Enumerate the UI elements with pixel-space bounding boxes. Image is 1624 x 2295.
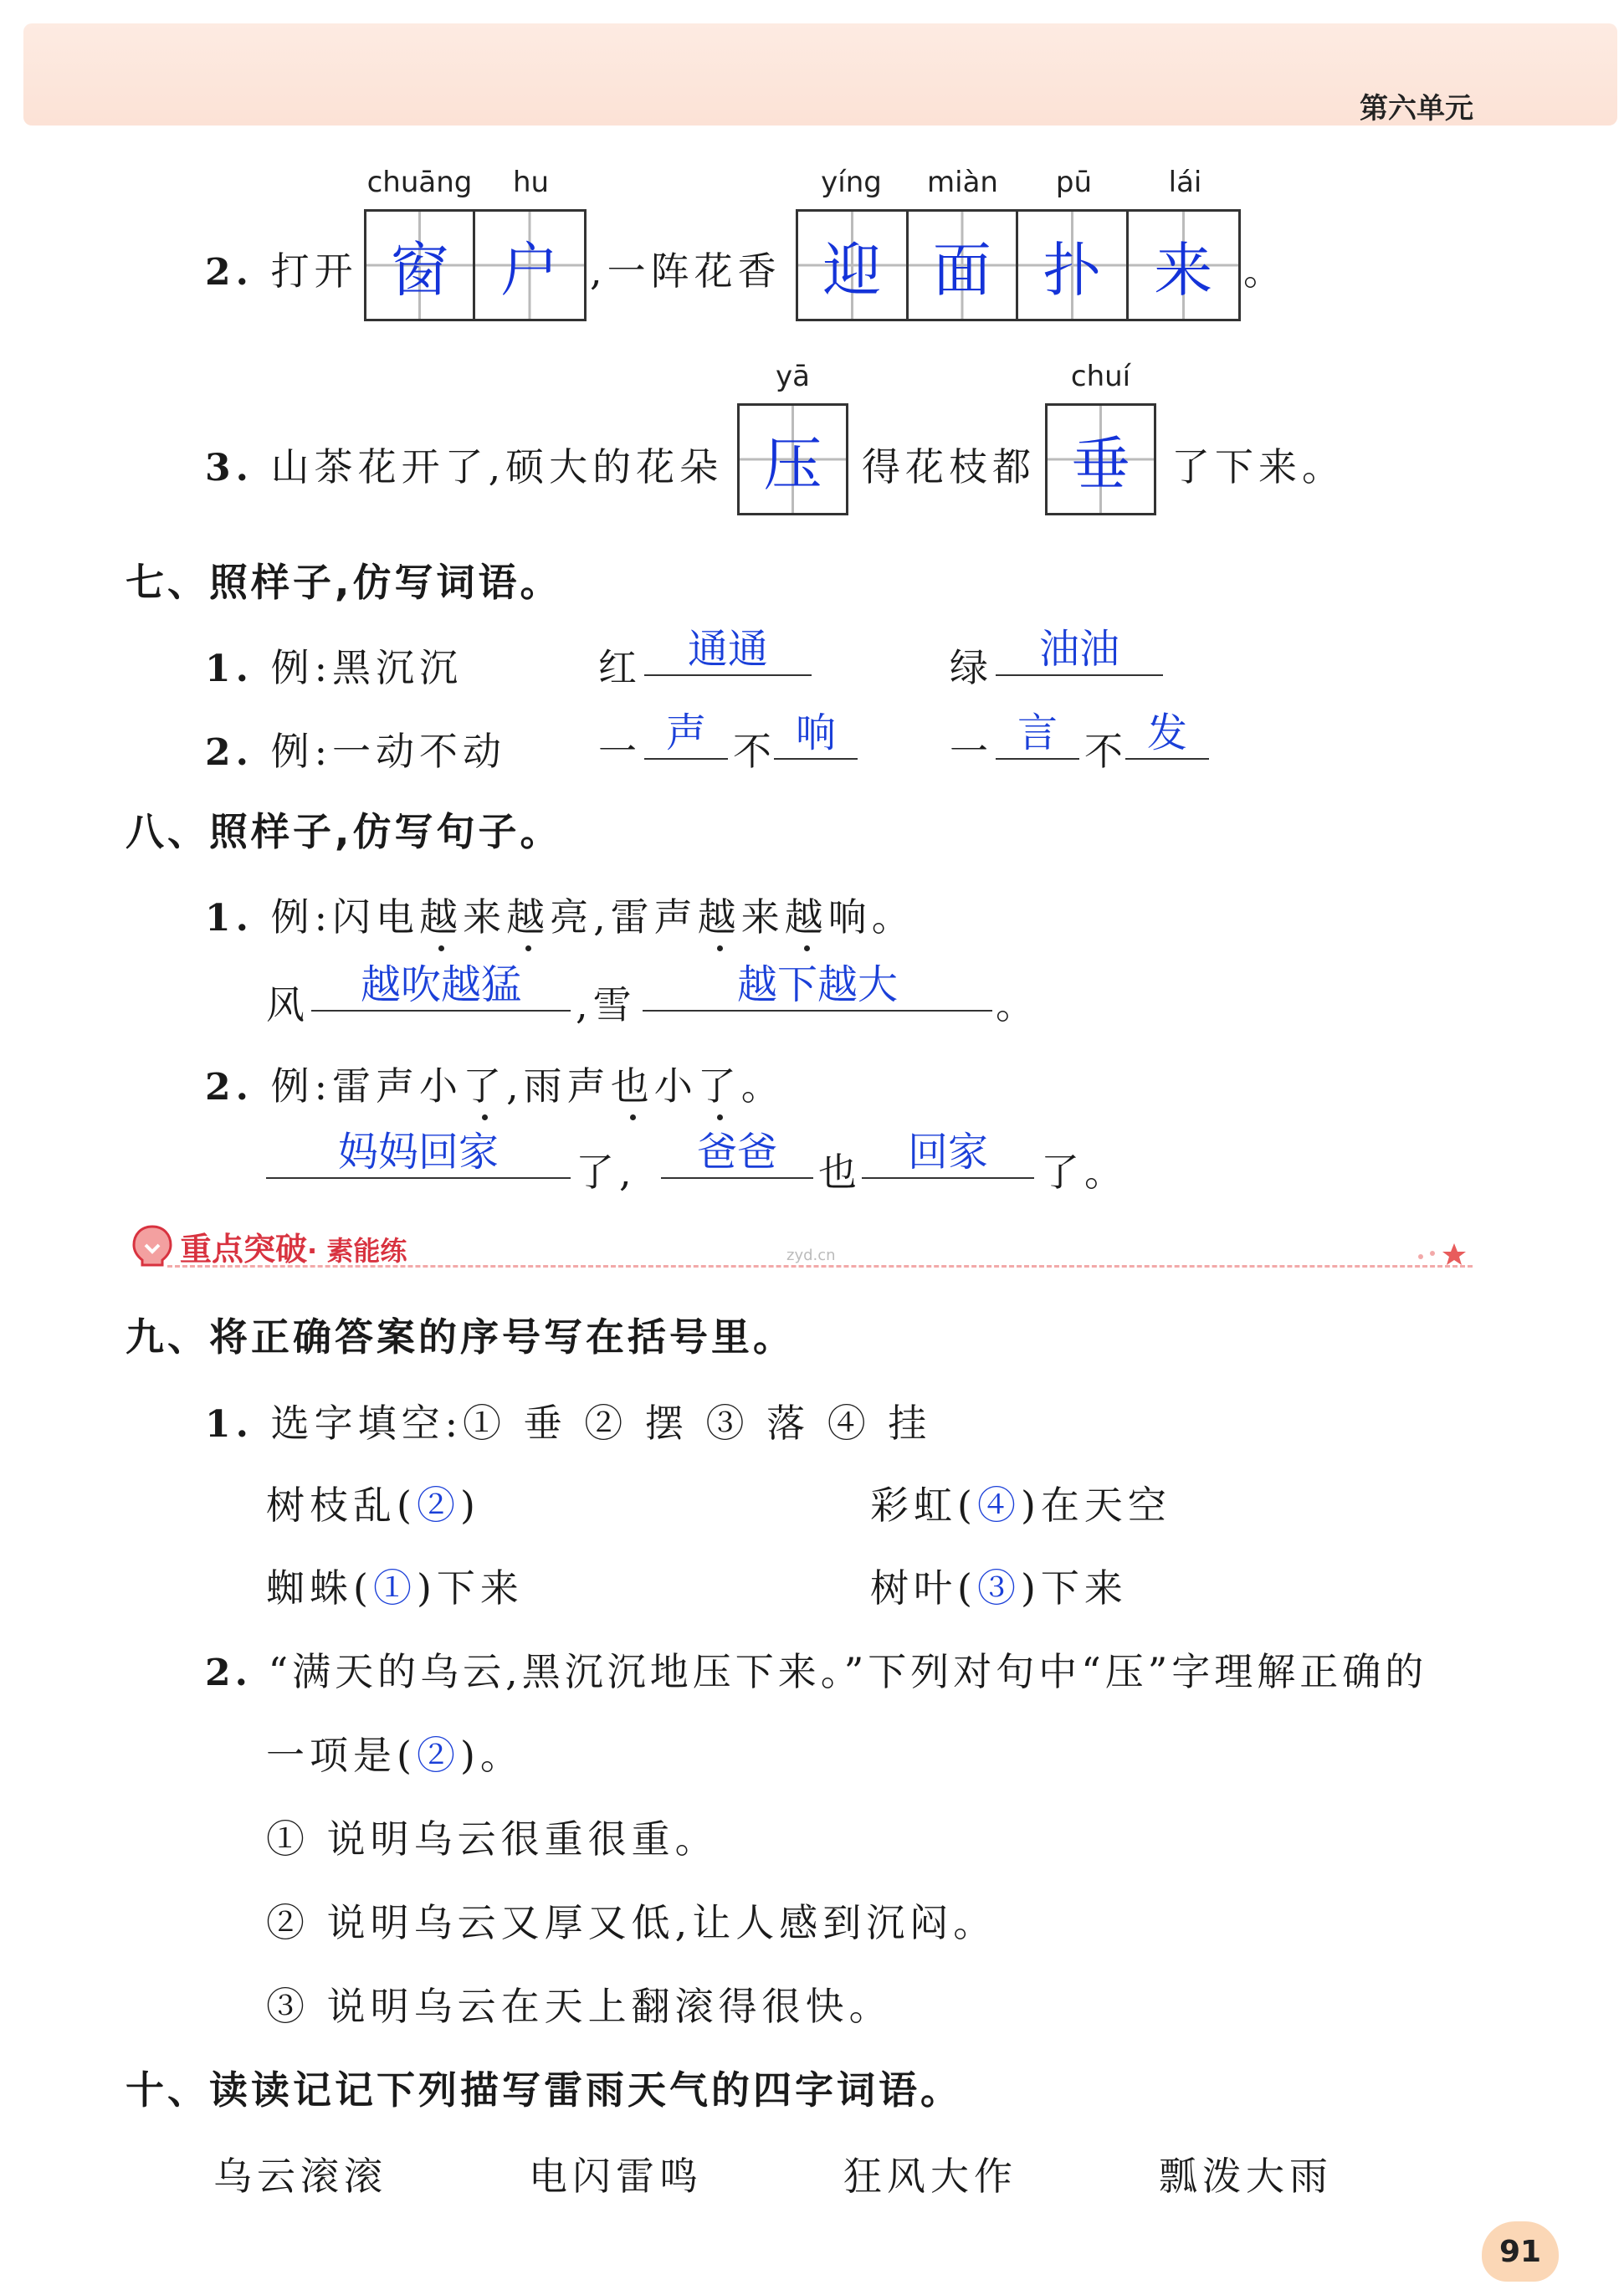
fill-item: [870, 1558, 1128, 1613]
lightbulb-icon: [127, 1223, 177, 1270]
banner-subtitle: · 素能练: [307, 1235, 407, 1267]
question-text: 得花枝都: [862, 444, 1036, 489]
item-text: )下来: [416, 1565, 524, 1611]
item-text: 树枝乱(: [266, 1483, 417, 1528]
emphasis-dot-char: 了: [697, 1063, 741, 1109]
item-text: )下来: [1020, 1565, 1128, 1611]
question-text: “满天的乌云,黑沉沉地压下来。”下列对句中“压”字理解正确的: [268, 1649, 1428, 1694]
answer-mark: ②: [416, 1483, 460, 1528]
grid-cell: 垂: [1048, 406, 1154, 513]
section-title: 十、读读记记下列描写雷雨天气的四字词语。: [126, 2067, 962, 2113]
unit-label: 第六单元: [1360, 92, 1473, 126]
sentence-part: ,雪: [576, 982, 637, 1027]
item-text: 彩虹(: [870, 1483, 977, 1528]
grid-cell: 来: [1129, 212, 1238, 319]
pinyin: lái: [1168, 166, 1202, 199]
answer-blank: 声: [644, 713, 728, 760]
sentence-part: 。: [996, 982, 1039, 1027]
answer-mark: ①: [372, 1565, 417, 1611]
fill-item: [266, 1558, 524, 1613]
word-item: 电闪雷鸣: [529, 2154, 703, 2199]
tianzige-grid: [364, 209, 587, 321]
stars-decoration-icon: [1414, 1238, 1473, 1272]
word-item: 乌云滚滚: [213, 2154, 387, 2199]
example-text: 。: [740, 1063, 785, 1109]
answer-mark: ④: [976, 1483, 1021, 1528]
tianzige-grid: [1045, 403, 1156, 515]
pinyin: yíng: [821, 166, 882, 199]
option-text: ① 说明乌云很重很重。: [266, 1816, 719, 1862]
answer-mark: ②: [416, 1733, 460, 1778]
example-text: 例:闪电: [270, 894, 420, 940]
grid-cell: 扑: [1018, 212, 1129, 319]
answer-blank: 响: [774, 713, 858, 760]
item-text: 树叶(: [870, 1565, 977, 1611]
grid-cell: 压: [740, 406, 846, 513]
pinyin: yā: [776, 360, 810, 393]
sentence-part: 也: [818, 1150, 862, 1195]
emphasis-dot-char: 越: [419, 894, 464, 940]
option-text: ② 说明乌云又厚又低,让人感到沉闷。: [266, 1900, 997, 1945]
word-part: 一: [950, 729, 993, 774]
watermark: zyd.cn: [786, 1247, 836, 1264]
example-text: ,雨声: [506, 1063, 611, 1109]
emphasis-dot-char: 越: [697, 894, 741, 940]
question-number: 1.: [205, 1403, 254, 1446]
question-text: 了下来。: [1171, 444, 1345, 489]
question-text: 。: [1243, 248, 1287, 294]
example-text: 例:一动不动: [270, 729, 507, 774]
sentence-part: 了。: [1041, 1150, 1128, 1195]
pinyin: chuāng: [366, 166, 473, 199]
emphasis-dot-char: 也: [610, 1063, 654, 1109]
banner-divider: [167, 1265, 1473, 1268]
answer-blank: 回家: [862, 1132, 1034, 1179]
page-number: 91: [1482, 2221, 1559, 2282]
question-number: 1.: [205, 648, 254, 690]
word-prefix: 红: [598, 645, 642, 690]
question-number: 1.: [205, 897, 254, 940]
word-prefix: 绿: [950, 645, 993, 690]
tianzige-grid: [796, 209, 1241, 321]
question-text: 打开: [270, 248, 358, 294]
word-part: 一: [598, 729, 642, 774]
example-text: 小: [653, 1063, 698, 1109]
answer-blank: 妈妈回家: [266, 1132, 571, 1179]
pinyin: hu: [512, 166, 550, 199]
answer-blank: 越吹越猛: [311, 965, 571, 1012]
word-part: 不: [733, 729, 776, 774]
emphasis-dot-char: 越: [506, 894, 551, 940]
word-part: 不: [1084, 729, 1128, 774]
sentence-part: 了,: [576, 1150, 637, 1195]
banner-title: 重点突破: [180, 1231, 308, 1268]
question-text: 一项是(: [266, 1733, 417, 1778]
section-title: 九、将正确答案的序号写在括号里。: [126, 1314, 795, 1360]
pinyin: pū: [1055, 166, 1093, 199]
question-number: 2.: [205, 251, 254, 294]
grid-cell: 窗: [366, 212, 475, 319]
question-text: 山茶花开了,硕大的花朵: [270, 444, 724, 489]
section-title: 八、照样子,仿写句子。: [126, 809, 562, 854]
fill-item: [266, 1475, 480, 1530]
answer-blank: 爸爸: [661, 1132, 813, 1179]
section-title: 七、照样子,仿写词语。: [126, 560, 562, 605]
emphasis-dot-char: 了: [463, 1063, 507, 1109]
answer-blank: 油油: [996, 629, 1163, 676]
sentence-part: 风: [266, 982, 310, 1027]
example-text: 来: [463, 894, 507, 940]
item-text: ): [459, 1483, 480, 1528]
item-text: )在天空: [1020, 1483, 1171, 1528]
question-number: 2.: [205, 1066, 254, 1109]
example-text: 来: [740, 894, 785, 940]
question-number: 2.: [205, 1652, 252, 1694]
question-number: 3.: [205, 447, 254, 489]
answer-mark: ③: [976, 1565, 1021, 1611]
question-number: 2.: [205, 731, 254, 774]
example-text: 亮,雷声: [550, 894, 698, 940]
emphasis-dot-char: 越: [784, 894, 828, 940]
grid-cell: 户: [475, 212, 584, 319]
example-text: 例:黑沉沉: [270, 645, 464, 690]
pinyin: miàn: [927, 166, 998, 199]
answer-blank: 发: [1125, 713, 1209, 760]
word-item: 瓢泼大雨: [1159, 2154, 1333, 2199]
example-text: 例:雷声小: [270, 1063, 464, 1109]
option-text: ③ 说明乌云在天上翻滚得很快。: [266, 1984, 893, 2029]
example-text: 响。: [827, 894, 915, 940]
question-text: )。: [459, 1733, 524, 1778]
question-text: 选字填空:① 垂 ② 摆 ③ 落 ④ 挂: [270, 1401, 932, 1446]
grid-cell: 迎: [798, 212, 909, 319]
word-item: 狂风大作: [843, 2154, 1017, 2199]
answer-blank: 越下越大: [643, 965, 992, 1012]
answer-blank: 言: [996, 713, 1079, 760]
answer-blank: 通通: [644, 629, 812, 676]
fill-item: [870, 1475, 1171, 1530]
grid-cell: 面: [909, 212, 1019, 319]
question-text: ,一阵花香: [590, 248, 781, 294]
tianzige-grid: [737, 403, 848, 515]
item-text: 蜘蛛(: [266, 1565, 373, 1611]
pinyin: chuí: [1070, 360, 1131, 393]
